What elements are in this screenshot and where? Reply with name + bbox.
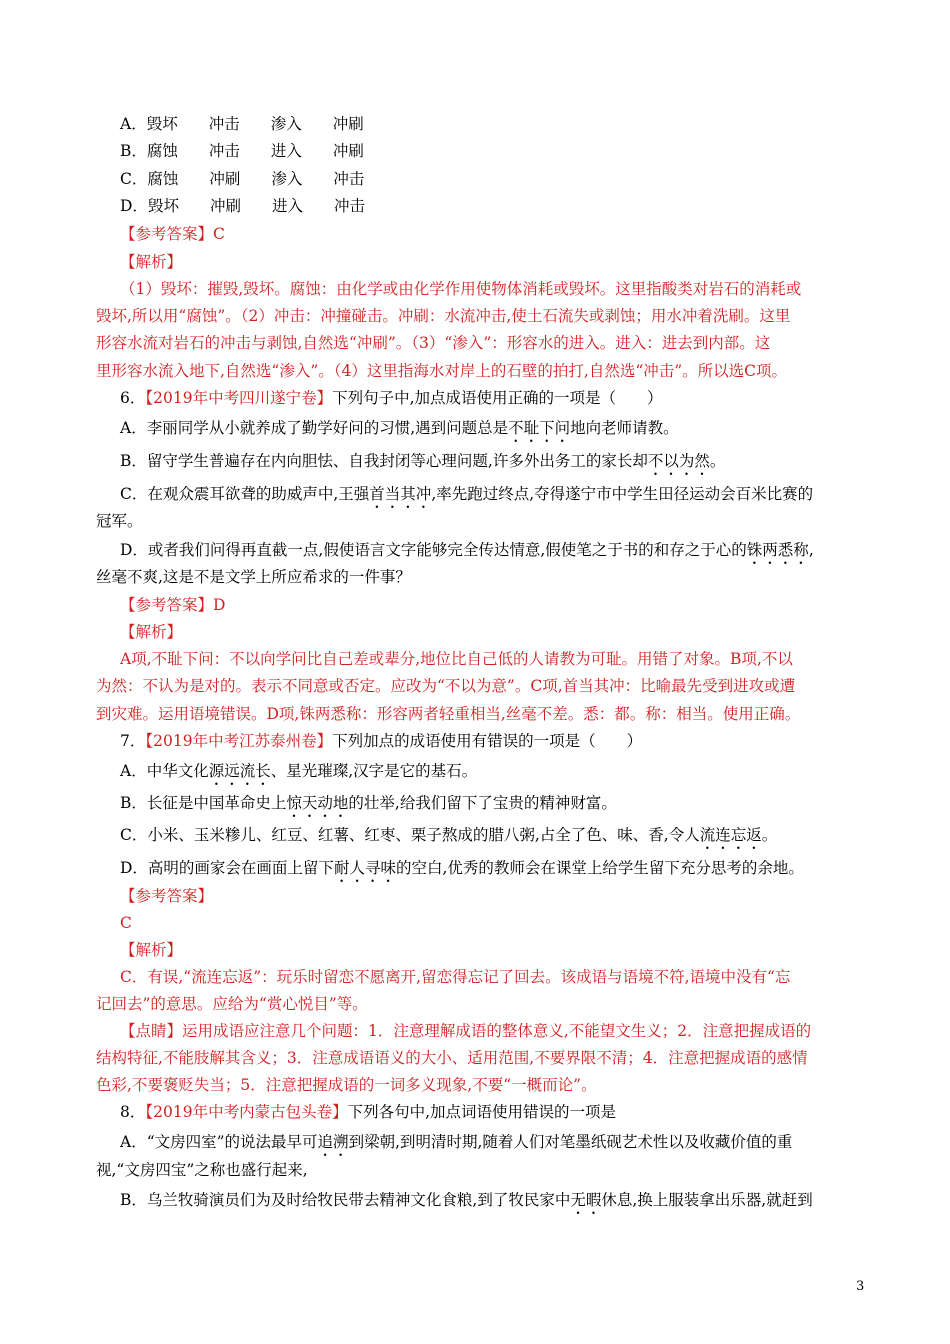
q6-analysis-line: 到灾难。运用语境错误。D项,铢两悉称：形容两者轻重相当,丝毫不差。悉：都。称：相当。使用正确。: [96, 705, 801, 723]
q7-tip-line: 色彩,不要褒贬失当；5．注意把握成语的一词多义现象,不要“一概而论”。: [96, 1076, 597, 1094]
q7-tip: 【点睛】运用成语应注意几个问题：1．注意理解成语的整体意义,不能望文生义；2．注意把握成语的: [120, 1022, 812, 1040]
q6-option-b: B．留守学生普遍存在内向胆怯、自我封闭等心理问题,许多外出务工的家长却不以为然。: [120, 452, 726, 470]
q7-dotted-idiom: 流连忘返: [699, 826, 762, 844]
q5-answer: 【参考答案】C: [120, 225, 225, 243]
q5-analysis-line: 里形容水流入地下,自然选“渗入”。（4）这里指海水对岸上的石壁的拍打,自然选“冲击”。所以选C项。: [96, 362, 788, 380]
q5-analysis-line: 形容水流对岩石的冲击与剥蚀,自然选“冲刷”。（3）“渗入”：形容水的进入。进入：进去到内部。这: [96, 334, 771, 352]
q5-analysis-label: 【解析】: [120, 253, 183, 271]
page-number: 3: [856, 1279, 865, 1294]
q6-option-a: A．李丽同学从小就养成了勤学好问的习惯,遇到问题总是不耻下问地向老师请教。: [120, 419, 679, 437]
q7-answer-label: 【参考答案】: [120, 887, 214, 905]
q5-option-d: D．毁坏 冲刷 进入 冲击: [120, 197, 365, 215]
q7-dotted-idiom: 耐人寻味: [333, 859, 396, 877]
q5-analysis-line: （1）毁坏：摧毁,毁坏。腐蚀：由化学或由化学作用使物体消耗或毁坏。这里指酸类对岩石的消耗或: [120, 280, 802, 298]
q6-analysis-label: 【解析】: [120, 623, 183, 641]
q5-option-c: C．腐蚀 冲刷 渗入 冲击: [120, 170, 365, 188]
q8-option-a: A．“文房四室”的说法最早可追溯到梁朝,到明清时期,随着人们对笔墨纸砚艺术性以及收藏价值的重: [120, 1133, 793, 1151]
q6-source: 【2019年中考四川遂宁卷】: [145, 389, 333, 407]
q7-analysis-line: 记回去”的意思。应给为“赏心悦目”等。: [96, 995, 368, 1013]
q6-answer: 【参考答案】D: [120, 596, 226, 614]
q7-dotted-idiom: 惊天动地: [286, 794, 349, 812]
q7-option-a: A．中华文化源远流长、星光璀璨,汉字是它的基石。: [120, 762, 478, 780]
q7-tip-line: 结构特征,不能肢解其含义；3．注意成语语义的大小、适用范围,不要界限不清；4．注意把握成语的感情: [96, 1049, 808, 1067]
q6-analysis-line: 为然：不认为是对的。表示不同意或否定。应改为“不以为意”。C项,首当其冲：比喻最先受到进攻或遭: [96, 677, 796, 695]
q6-option-d-line2: 丝毫不爽,这是不是文学上所应希求的一件事？: [96, 568, 411, 586]
q7-analysis-line: C．有误,“流连忘返”：玩乐时留恋不愿离开,留恋得忘记了回去。该成语与语境不符,语境中没有“忘: [120, 968, 791, 986]
q5-analysis-line: 毁坏,所以用“腐蚀”。（2）冲击：冲撞碰击。冲刷：水流冲击,使土石流失或剥蚀；用水冲着洗刷。这里: [96, 307, 791, 325]
q6-stem: 6．【2019年中考四川遂宁卷】下列句子中,加点成语使用正确的一项是（ ）: [120, 389, 663, 407]
q6-option-c: C．在观众震耳欲聋的助威声中,王强首当其冲,率先跑过终点,夺得遂宁市中学生田径运动会百米比赛的: [120, 485, 814, 503]
q8-option-b: B．乌兰牧骑演员们为及时给牧民带去精神文化食粮,到了牧民家中无暇休息,换上服装拿出乐器,就赶到: [120, 1191, 813, 1209]
q7-option-d: D．高明的画家会在画面上留下耐人寻味的空白,优秀的教师会在课堂上给学生留下充分思考的余地。: [120, 859, 804, 877]
q5-option-a: A．毁坏 冲击 渗入 冲刷: [120, 115, 364, 133]
q6-option-c-line2: 冠军。: [96, 512, 143, 530]
q7-option-b: B．长征是中国革命史上惊天动地的壮举,给我们留下了宝贵的精神财富。: [120, 794, 617, 812]
q6-dotted-idiom: 不耻下问: [508, 419, 571, 437]
q8-stem: 8．【2019年中考内蒙古包头卷】下列各句中,加点词语使用错误的一项是: [120, 1103, 617, 1121]
q7-stem: 7．【2019年中考江苏泰州卷】下列加点的成语使用有错误的一项是（ ）: [120, 732, 643, 750]
q7-analysis-label: 【解析】: [120, 941, 183, 959]
q7-answer: C: [120, 914, 132, 932]
q6-dotted-idiom: 首当其冲: [369, 485, 432, 503]
q7-option-c: C．小米、玉米糁儿、红豆、红薯、红枣、栗子熬成的腊八粥,占全了色、味、香,令人流连忘返。: [120, 826, 778, 844]
q6-dotted-idiom: 不以为然: [647, 452, 710, 470]
q8-source: 【2019年中考内蒙古包头卷】: [145, 1103, 348, 1121]
q7-source: 【2019年中考江苏泰州卷】: [145, 732, 333, 750]
q6-option-d: D．或者我们问得再直截一点,假使语言文字能够完全传达情意,假使笔之于书的和存之于心的铢两悉称,: [120, 541, 814, 559]
q8-dotted-word: 追溯: [317, 1133, 349, 1151]
q6-analysis-line: A项,不耻下问：不以向学问比自己差或辈分,地位比自己低的人请教为可耻。用错了对象。B项,不以: [120, 650, 793, 668]
q6-dotted-idiom: 铢两悉称: [746, 541, 809, 559]
q5-option-b: B．腐蚀 冲击 进入 冲刷: [120, 142, 364, 160]
q7-dotted-idiom: 源远流长: [208, 762, 271, 780]
q8-option-a-line2: 视,“文房四宝”之称也盛行起来,: [96, 1161, 308, 1179]
q8-dotted-word: 无暇: [570, 1191, 602, 1209]
